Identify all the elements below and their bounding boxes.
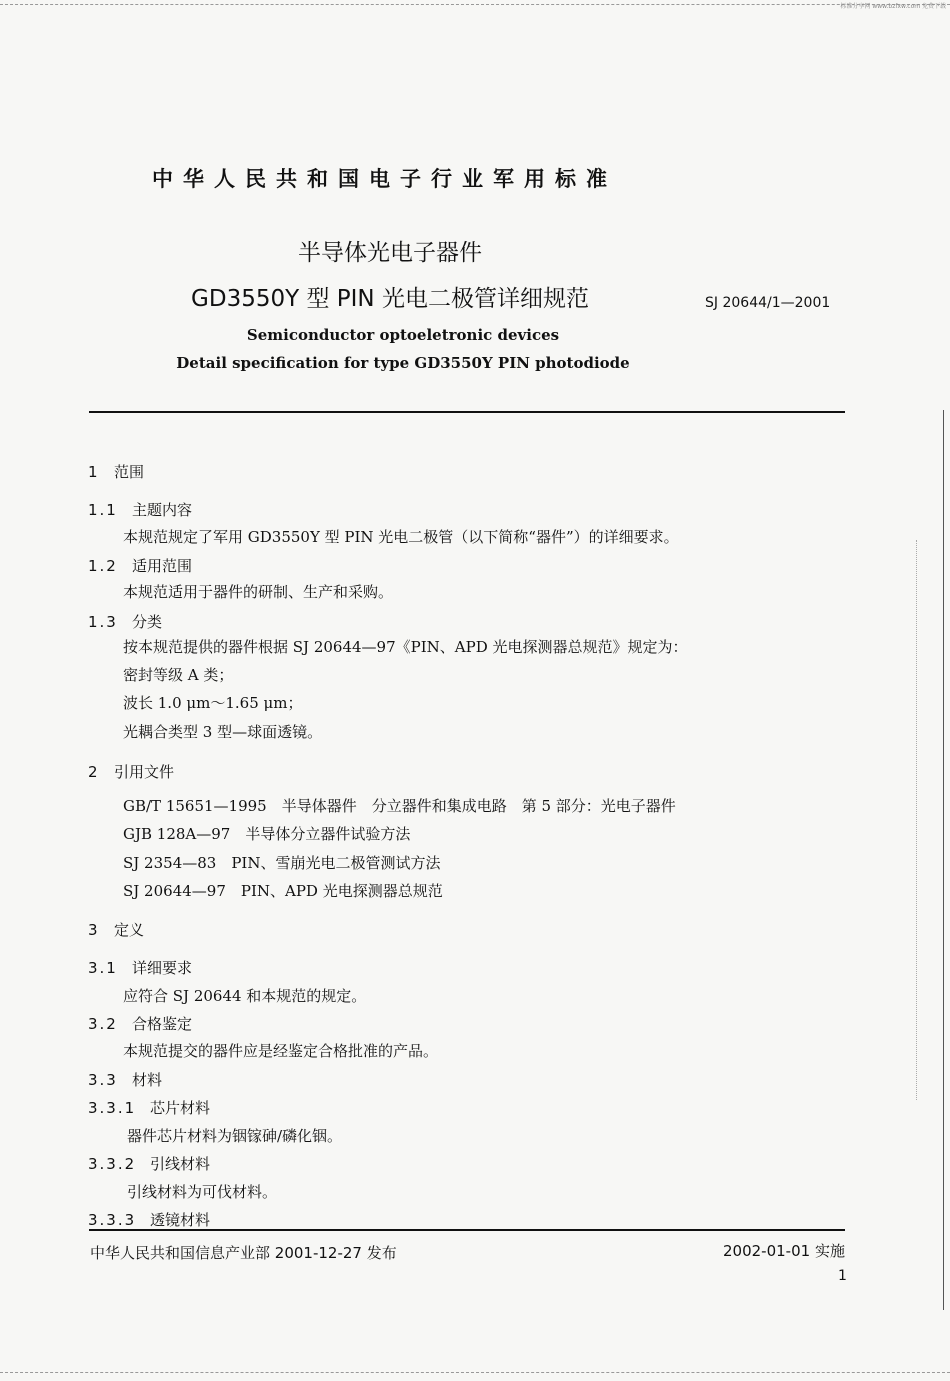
title-cn-line2: GD3550Y 型 PIN 光电二极管详细规范 (191, 286, 589, 312)
section-title: 详细要求 (132, 959, 193, 977)
scan-edge-right (943, 410, 944, 1310)
section-heading (88, 1097, 210, 1118)
scan-edge-right-dotted (916, 540, 917, 1100)
section-heading (88, 499, 192, 520)
paragraph: 本规范适用于器件的研制、生产和采购。 (123, 583, 394, 601)
paragraph: 器件芯片材料为铟镓砷/磷化铟。 (127, 1127, 343, 1145)
section-title: 主题内容 (132, 501, 193, 519)
reference-item: GB/T 15651—1995 半导体器件 分立器件和集成电路 第 5 部分：光电子器件 (123, 797, 676, 815)
title-cn-line1: 半导体光电子器件 (298, 240, 482, 266)
section-heading (88, 1153, 210, 1174)
section-title: 分类 (132, 613, 163, 631)
section-heading (88, 1013, 192, 1034)
section-heading (88, 919, 144, 940)
title-en-line2: Detail specification for type GD3550Y PIN photodiode (176, 354, 630, 372)
section-heading (88, 761, 174, 782)
footer-rule (89, 1229, 845, 1231)
section-number: 3.2 (88, 1015, 118, 1033)
section-number: 3.3.2 (88, 1155, 137, 1173)
scan-edge-top (0, 4, 950, 5)
section-heading (88, 957, 192, 978)
section-heading (88, 1209, 210, 1230)
paragraph: 按本规范提供的器件根据 SJ 20644—97《PIN、APD 光电探测器总规范》规定为： (123, 638, 688, 656)
scan-edge-bottom (0, 1372, 950, 1373)
section-title: 引线材料 (150, 1155, 211, 1173)
section-number: 1.3 (88, 613, 118, 631)
paragraph: 本规范提交的器件应是经鉴定合格批准的产品。 (123, 1042, 439, 1060)
paragraph: 波长 1.0 μm～1.65 μm； (123, 694, 303, 712)
paragraph: 本规范规定了军用 GD3550Y 型 PIN 光电二极管（以下简称“器件”）的详细要求。 (123, 528, 679, 546)
section-title: 芯片材料 (150, 1099, 211, 1117)
standard-category: 中华人民共和国电子行业军用标准 (152, 167, 617, 191)
section-number: 2 (88, 763, 100, 781)
section-heading (88, 1069, 162, 1090)
section-heading (88, 555, 192, 576)
reference-item: SJ 2354—83 PIN、雪崩光电二极管测试方法 (123, 854, 441, 872)
section-number: 3.3 (88, 1071, 118, 1089)
reference-item: GJB 128A—97 半导体分立器件试验方法 (123, 825, 411, 843)
section-number: 3.3.1 (88, 1099, 137, 1117)
title-en-line1: Semiconductor optoeletronic devices (246, 326, 560, 344)
watermark: 标准分享网 www.bzfxw.com 免费下载 (840, 3, 946, 10)
section-heading (88, 461, 144, 482)
standard-code: SJ 20644/1—2001 (705, 295, 831, 311)
section-title: 定义 (114, 921, 145, 939)
section-number: 3 (88, 921, 100, 939)
section-number: 3.1 (88, 959, 118, 977)
issue-date: 中华人民共和国信息产业部 2001-12-27 发布 (90, 1244, 397, 1262)
paragraph: 密封等级 A 类； (123, 666, 234, 684)
section-title: 适用范围 (132, 557, 193, 575)
paragraph: 光耦合类型 3 型—球面透镜。 (123, 723, 323, 741)
section-number: 3.3.3 (88, 1211, 137, 1229)
section-number: 1 (88, 463, 100, 481)
section-heading (88, 611, 162, 632)
section-number: 1.2 (88, 557, 118, 575)
section-title: 范围 (114, 463, 145, 481)
header-rule (89, 411, 845, 413)
paragraph: 引线材料为可伐材料。 (127, 1183, 278, 1201)
section-title: 材料 (132, 1071, 163, 1089)
paragraph: 应符合 SJ 20644 和本规范的规定。 (123, 987, 367, 1005)
section-title: 合格鉴定 (132, 1015, 193, 1033)
effective-date: 2002-01-01 实施 (723, 1242, 845, 1260)
page-number: 1 (838, 1268, 847, 1284)
section-number: 1.1 (88, 501, 118, 519)
reference-item: SJ 20644—97 PIN、APD 光电探测器总规范 (123, 882, 443, 900)
section-title: 透镜材料 (150, 1211, 211, 1229)
section-title: 引用文件 (114, 763, 175, 781)
